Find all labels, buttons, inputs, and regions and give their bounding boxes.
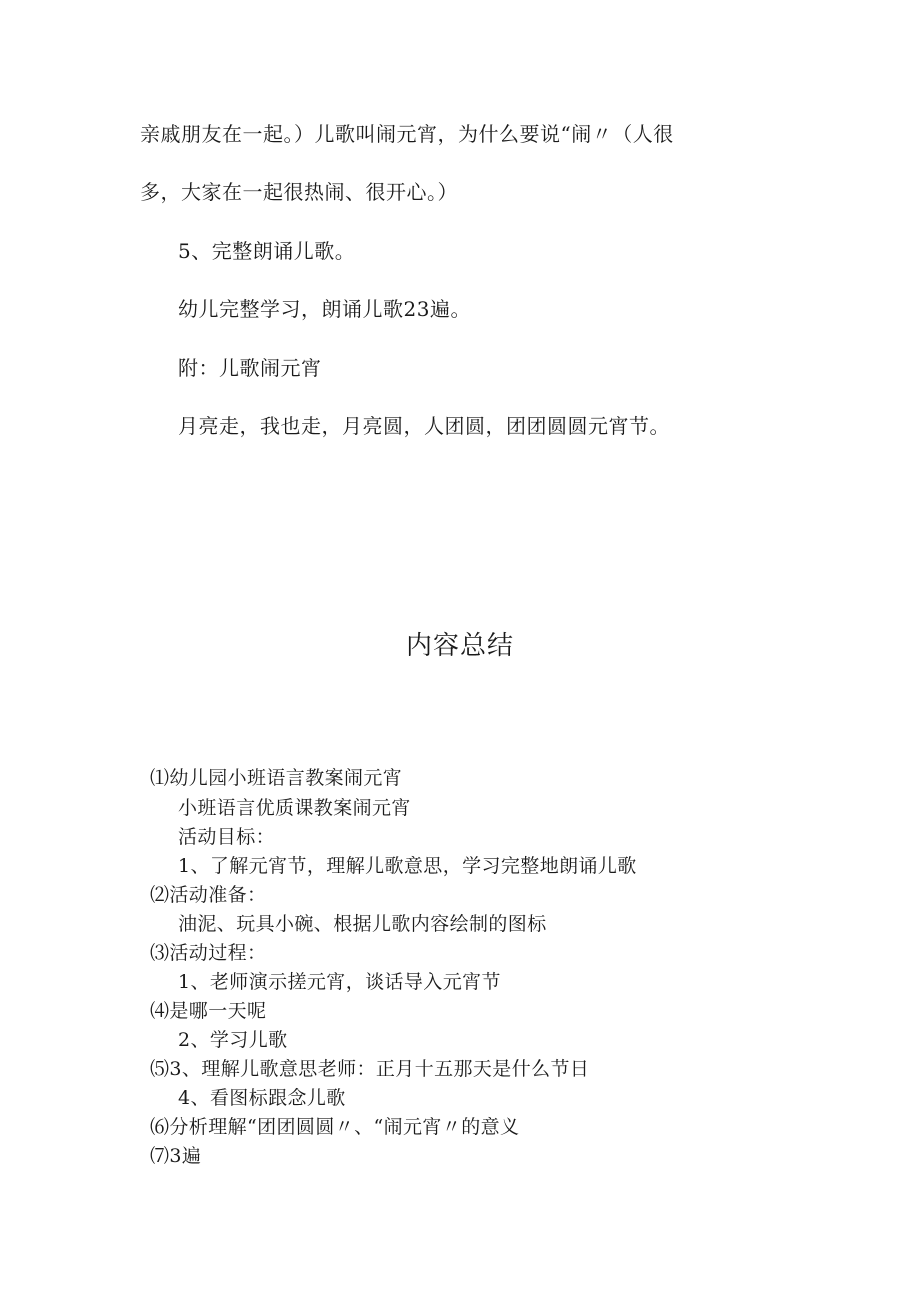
summary-title: 内容总结 [405, 631, 514, 661]
summary-item-7: ⑶活动过程： [150, 942, 267, 964]
body-line-5: 附：儿歌闹元宵 [178, 356, 322, 380]
body-line-3: 5、完整朗诵儿歌。 [178, 239, 356, 263]
summary-item-5: ⑵活动准备： [150, 884, 267, 906]
body-line-4: 幼儿完整学习，朗诵儿歌23遍。 [178, 297, 471, 321]
summary-item-2: 小班语言优质课教案闹元宵 [178, 797, 411, 819]
summary-item-12: 4、看图标跟念儿歌 [178, 1087, 346, 1109]
summary-item-9: ⑷是哪一天呢 [150, 1000, 267, 1022]
summary-item-8: 1、老师演示搓元宵，谈话导入元宵节 [178, 971, 501, 993]
summary-item-1: ⑴幼儿园小班语言教案闹元宵 [150, 767, 403, 789]
summary-item-14: ⑺3遍 [150, 1145, 202, 1167]
summary-item-11: ⑸3、理解儿歌意思老师：正月十五那天是什么节日 [150, 1058, 590, 1080]
summary-item-13: ⑹分析理解“团团圆圆〃、“闹元宵〃的意义 [150, 1116, 520, 1138]
body-line-6: 月亮走，我也走，月亮圆，人团圆，团团圆圆元宵节。 [178, 414, 670, 438]
body-line-2: 多，大家在一起很热闹、很开心。） [140, 180, 458, 204]
summary-item-6: 油泥、玩具小碗、根据儿歌内容绘制的图标 [178, 913, 547, 935]
summary-item-10: 2、学习儿歌 [178, 1029, 288, 1051]
body-line-1: 亲戚朋友在一起。）儿歌叫闹元宵，为什么要说“闹〃（人很 [140, 122, 674, 146]
summary-item-3: 活动目标： [178, 826, 276, 848]
summary-item-4: 1、了解元宵节，理解儿歌意思，学习完整地朗诵儿歌 [178, 855, 637, 877]
